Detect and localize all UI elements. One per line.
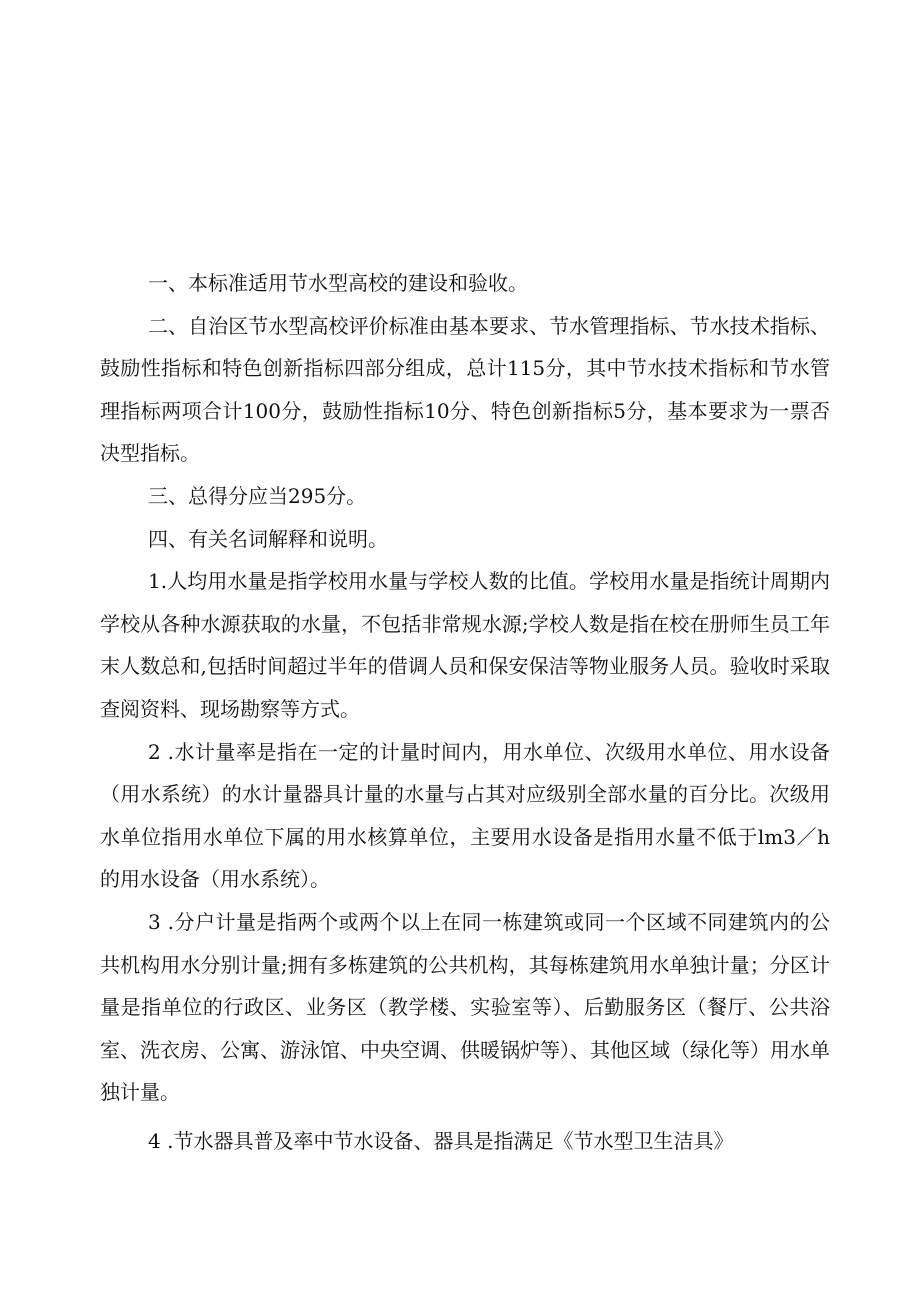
document-body <box>100 262 830 1162</box>
paragraph-scope: 一、本标准适用节水型高校的建设和验收。 <box>148 271 528 295</box>
paragraph-definitions-heading: 四、有关名词解释和说明。 <box>148 526 388 551</box>
paragraph-item-1: 1.人均用水量是指学校用水量与学校人数的比值。学校用水量是指统计周期内学校从各种水源获取的水量，不包括非常规水源;学校人数是指在校在册师生员工年末人数总和,包括时间超过半年的借调人员和保安保洁等物业服务人员。验收时采取查阅资料、现场勘察等方式。 <box>100 569 830 721</box>
paragraph-item-4: 4 .节水器具普及率中节水设备、器具是指满足《节水型卫生洁具》 <box>148 1128 734 1153</box>
paragraph-composition: 二、自治区节水型高校评价标准由基本要求、节水管理指标、节水技术指标、鼓励性指标和特色创新指标四部分组成，总计115分，其中节水技术指标和节水管理指标两项合计100分，鼓励性指标10分、特色创新指标5分，基本要求为一票否决型指标。 <box>100 313 830 466</box>
paragraph-item-2: 2 .水计量率是指在一定的计量时间内，用水单位、次级用水单位、用水设备（用水系统）的水计量器具计量的水量与占其对应级别全部水量的百分比。次级用水单位指用水单位下属的用水核算单位，主要用水设备是指用水量不低于lm3／h的用水设备（用水系统）。 <box>100 739 830 892</box>
paragraph-item-3: 3 .分户计量是指两个或两个以上在同一栋建筑或同一个区域不同建筑内的公共机构用水分别计量;拥有多栋建筑的公共机构，其每栋建筑用水单独计量；分区计量是指单位的行政区、业务区（教学楼、实验室等）、后勤服务区（餐厅、公共浴室、洗衣房、公寓、游泳馆、中央空调、供暖锅炉等）、其他区域（绿化等）用水单独计量。 <box>100 909 830 1105</box>
paragraph-total-score: 三、总得分应当295分。 <box>148 483 367 508</box>
